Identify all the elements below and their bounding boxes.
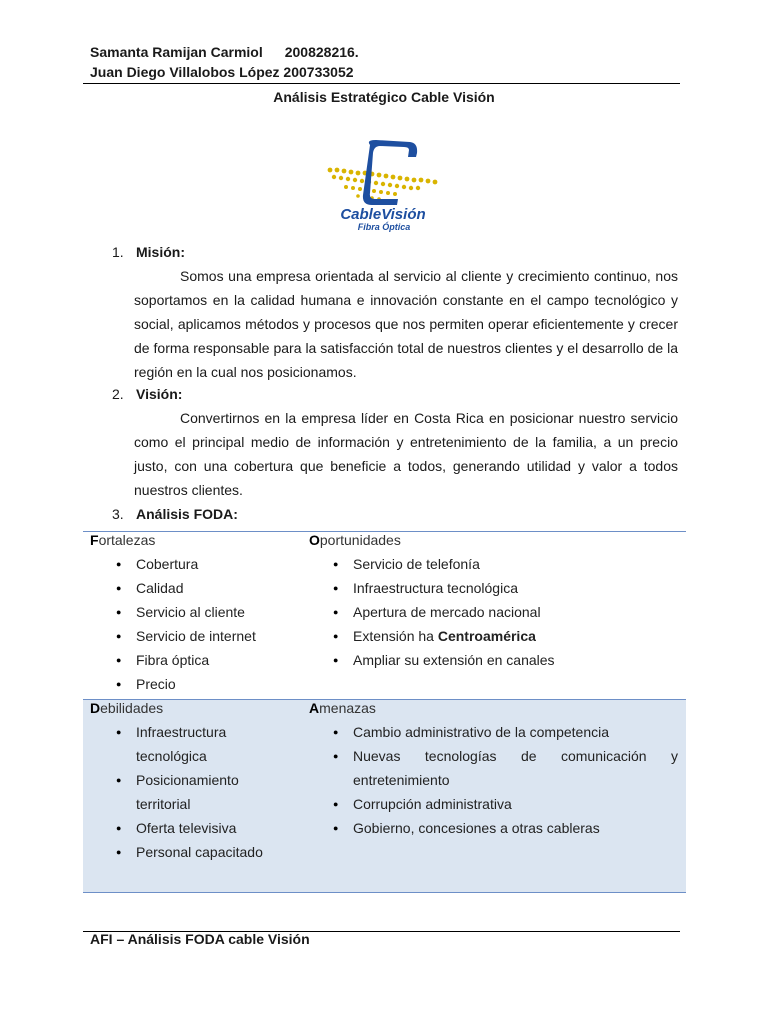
- fortalezas-title: Fortalezas: [90, 532, 156, 548]
- section-number: 1.: [112, 244, 124, 260]
- foda-top-row: [83, 531, 686, 700]
- header-rule: [83, 83, 680, 84]
- list-item: ● Servicio al cliente: [116, 600, 306, 624]
- list-item: ● Oferta televisiva: [116, 816, 286, 840]
- author-block: [90, 42, 359, 82]
- mision-paragraph: [134, 264, 678, 384]
- debilidades-title: Debilidades: [90, 700, 164, 716]
- author1-id: 200828216.: [284, 44, 359, 60]
- list-item: ● Nuevas tecnologías de comunicación y entretenimiento: [333, 744, 678, 792]
- cablevision-logo: [318, 135, 448, 235]
- list-item: ● Ampliar su extensión en canales: [333, 648, 678, 672]
- list-item: ● Servicio de internet: [116, 624, 306, 648]
- oportunidades-list: [333, 552, 678, 672]
- list-item: ● Corrupción administrativa: [333, 792, 678, 816]
- list-item: ● Extensión ha Centroamérica: [333, 624, 678, 648]
- list-item: ● Cambio administrativo de la competencia: [333, 720, 678, 744]
- logo-text: CableVisión: [340, 206, 426, 223]
- list-item: ● Servicio de telefonía: [333, 552, 678, 576]
- amenazas-title: Amenazas: [309, 700, 376, 716]
- section-heading: Misión:: [136, 244, 185, 260]
- section-number: 2.: [112, 386, 124, 402]
- list-item: ● Posicionamiento territorial: [116, 768, 286, 816]
- logo-subtext: Fibra Óptica: [357, 222, 411, 232]
- author1-name: Samanta Ramijan Carmiol: [90, 44, 263, 60]
- oportunidades-title: Oportunidades: [309, 532, 401, 548]
- debilidades-list: [116, 720, 286, 864]
- document-title: Análisis Estratégico Cable Visión: [273, 89, 495, 105]
- section-number: 3.: [112, 506, 124, 522]
- list-item: ● Personal capacitado: [116, 840, 286, 864]
- section-heading: Análisis FODA:: [136, 506, 238, 522]
- author2: Juan Diego Villalobos López 200733052: [90, 64, 354, 80]
- list-item: ● Apertura de mercado nacional: [333, 600, 678, 624]
- page-footer: AFI – Análisis FODA cable Visión: [90, 931, 310, 947]
- fortalezas-list: [116, 552, 306, 696]
- list-item: ● Gobierno, concesiones a otras cableras: [333, 816, 678, 840]
- list-item: ● Infraestructura tecnológica: [116, 720, 286, 768]
- list-item: ● Infraestructura tecnológica: [333, 576, 678, 600]
- list-item: ● Cobertura: [116, 552, 306, 576]
- vision-text: Convertirnos en la empresa líder en Costa Rica en posicionar nuestro servicio como el principal medio de información y entretenimiento de la familia, a un precio justo, con una cobertura que beneficie a todos, generando utilidad y valor a todos nuestros clientes.: [134, 410, 678, 498]
- vision-paragraph: [134, 406, 678, 502]
- section-heading: Visión:: [136, 386, 183, 402]
- list-item: ● Calidad: [116, 576, 306, 600]
- list-item: ● Fibra óptica: [116, 648, 306, 672]
- foda-bottom-row: [83, 699, 686, 893]
- amenazas-list: [333, 720, 678, 840]
- list-item: ● Precio: [116, 672, 306, 696]
- mision-text: Somos una empresa orientada al servicio al cliente y crecimiento continuo, nos soportamos en la calidad humana e innovación constante en el campo tecnológico y social, aplicamos métodos y procesos que nos permiten operar eficientemente y crecer de forma responsable para la satisfacción total de nuestros clientes y el desarrollo de la región en la cual nos posicionamos.: [134, 268, 678, 380]
